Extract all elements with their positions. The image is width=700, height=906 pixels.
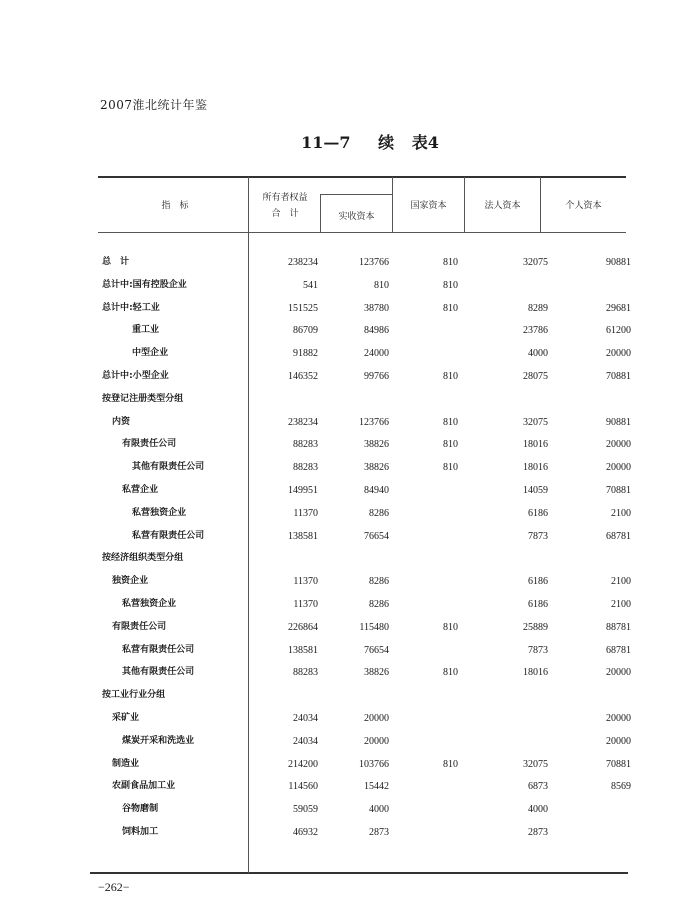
cell-value: 38826 — [364, 462, 389, 474]
table-row — [0, 299, 700, 319]
table-row — [0, 686, 700, 706]
cell-value: 810 — [443, 439, 458, 451]
cell-value: 11370 — [293, 599, 318, 610]
cell-value: 29681 — [606, 302, 631, 314]
row-label: 重工业 — [132, 324, 160, 336]
cell-value: 76654 — [364, 644, 389, 656]
cell-value: 61200 — [606, 325, 631, 337]
cell-value: 810 — [443, 667, 458, 679]
row-label: 采矿业 — [112, 712, 140, 723]
cell-value: 810 — [443, 371, 458, 382]
cell-value: 151525 — [288, 302, 318, 314]
cell-value: 25889 — [523, 621, 548, 633]
cell-value: 7873 — [528, 530, 548, 542]
row-label: 总计中:小型企业 — [102, 370, 169, 381]
table-row — [0, 800, 700, 820]
cell-value: 84986 — [364, 325, 389, 337]
table-row — [0, 276, 700, 296]
cell-value: 115480 — [359, 621, 389, 633]
table-row — [0, 435, 700, 455]
cell-value: 70881 — [606, 485, 631, 496]
cell-value: 138581 — [288, 644, 318, 656]
cell-value: 138581 — [288, 530, 318, 542]
header-bottom-rule — [98, 232, 626, 233]
row-label: 按登记注册类型分组 — [102, 392, 184, 404]
cell-value: 32075 — [523, 257, 548, 268]
cell-value: 32075 — [523, 758, 548, 770]
cell-value: 90881 — [606, 416, 631, 428]
row-label: 其他有限责任公司 — [132, 461, 205, 472]
cell-value: 6186 — [528, 507, 548, 519]
row-label: 总 计 — [102, 256, 130, 267]
row-label: 中型企业 — [132, 347, 169, 358]
cell-value: 88781 — [606, 621, 631, 633]
table-row — [0, 755, 700, 775]
cell-value: 76654 — [364, 530, 389, 542]
cell-value: 149951 — [288, 485, 318, 496]
cell-value: 88283 — [293, 667, 318, 679]
cell-value: 214200 — [288, 758, 318, 770]
cell-value: 28075 — [523, 371, 548, 382]
table-row — [0, 618, 700, 638]
cell-value: 6873 — [528, 781, 548, 793]
table-row — [0, 504, 700, 524]
cell-value: 24034 — [293, 735, 318, 747]
table-row — [0, 390, 700, 410]
row-label: 私营独资企业 — [122, 598, 177, 609]
table-row — [0, 709, 700, 729]
table-row — [0, 823, 700, 843]
row-label: 私营独资企业 — [132, 506, 187, 518]
cell-value: 123766 — [359, 416, 389, 428]
cell-value: 7873 — [528, 644, 548, 656]
row-label: 独资企业 — [112, 575, 149, 586]
cell-value: 18016 — [523, 462, 548, 474]
header-legal-person-capital: 法人资本 — [484, 201, 521, 211]
cell-value: 810 — [443, 279, 458, 291]
cell-value: 70881 — [606, 371, 631, 382]
cell-value: 2873 — [369, 827, 389, 838]
cell-value: 8286 — [369, 599, 389, 610]
table-label: 表4 — [411, 133, 439, 152]
cell-value: 810 — [443, 462, 458, 474]
row-label: 有限责任公司 — [112, 620, 167, 632]
table-row — [0, 572, 700, 592]
table-row — [0, 663, 700, 683]
cell-value: 90881 — [606, 257, 631, 268]
table-number: 11—7 — [301, 133, 351, 152]
cell-value: 8569 — [611, 781, 631, 793]
table-top-rule — [98, 176, 626, 178]
table-row — [0, 641, 700, 661]
cell-value: 14059 — [523, 485, 548, 496]
cell-value: 88283 — [293, 439, 318, 451]
cell-value: 8286 — [369, 576, 389, 588]
header-equity-total-line2: 合 计 — [271, 209, 299, 219]
row-label: 按工业行业分组 — [102, 689, 166, 700]
subheader-rule — [320, 194, 392, 195]
cell-value: 810 — [443, 758, 458, 770]
table-row — [0, 413, 700, 433]
table-continued: 续 — [378, 133, 395, 152]
table-row — [0, 458, 700, 478]
cell-value: 24000 — [364, 348, 389, 360]
cell-value: 4000 — [528, 348, 548, 360]
header-equity-total-line1: 所有者权益 — [262, 193, 308, 203]
cell-value: 238234 — [288, 257, 318, 268]
cell-value: 99766 — [364, 371, 389, 382]
cell-value: 59059 — [293, 804, 318, 816]
page-number: −262− — [98, 880, 130, 894]
cell-value: 114560 — [288, 781, 318, 793]
table-row — [0, 253, 700, 273]
cell-value: 20000 — [606, 667, 631, 679]
cell-value: 20000 — [364, 735, 389, 747]
cell-value: 70881 — [606, 758, 631, 770]
table-row — [0, 321, 700, 341]
cell-value: 46932 — [293, 827, 318, 838]
cell-value: 68781 — [606, 644, 631, 656]
table-row — [0, 549, 700, 569]
cell-value: 6186 — [528, 599, 548, 610]
row-label: 饲料加工 — [122, 826, 159, 837]
cell-value: 20000 — [606, 439, 631, 451]
cell-value: 11370 — [293, 576, 318, 588]
header-state-capital: 国家资本 — [410, 201, 447, 211]
row-label: 总计中:国有控股企业 — [102, 278, 187, 290]
cell-value: 810 — [443, 416, 458, 428]
row-label: 私营企业 — [122, 484, 159, 495]
cell-value: 18016 — [523, 667, 548, 679]
cell-value: 88283 — [293, 462, 318, 474]
cell-value: 68781 — [606, 530, 631, 542]
table-bottom-rule — [90, 872, 628, 874]
cell-value: 32075 — [523, 416, 548, 428]
table-row — [0, 527, 700, 547]
cell-value: 6186 — [528, 576, 548, 588]
cell-value: 810 — [443, 302, 458, 314]
row-label: 私营有限责任公司 — [122, 643, 195, 655]
table-row — [0, 344, 700, 364]
table-row — [0, 595, 700, 615]
row-label: 总计中:轻工业 — [102, 301, 160, 313]
cell-value: 2100 — [611, 576, 631, 588]
table-row — [0, 777, 700, 797]
cell-value: 8289 — [528, 302, 548, 314]
cell-value: 4000 — [369, 804, 389, 816]
header-paid-in-capital: 实收资本 — [338, 212, 375, 222]
row-label: 煤炭开采和洗选业 — [122, 734, 195, 746]
row-label: 私营有限责任公司 — [132, 529, 205, 541]
row-label: 按经济组织类型分组 — [102, 552, 184, 564]
cell-value: 11370 — [293, 507, 318, 519]
cell-value: 810 — [443, 257, 458, 268]
cell-value: 20000 — [606, 462, 631, 474]
cell-value: 38826 — [364, 667, 389, 679]
table-row — [0, 367, 700, 387]
cell-value: 20000 — [606, 348, 631, 360]
cell-value: 226864 — [288, 621, 318, 633]
header-indicator: 指 标 — [161, 201, 189, 211]
cell-value: 38780 — [364, 302, 389, 314]
row-label: 农副食品加工业 — [112, 780, 176, 792]
cell-value: 810 — [374, 279, 389, 291]
cell-value: 20000 — [364, 713, 389, 724]
cell-value: 91882 — [293, 348, 318, 360]
cell-value: 103766 — [359, 758, 389, 770]
cell-value: 23786 — [523, 325, 548, 337]
row-label: 内资 — [112, 415, 131, 427]
cell-value: 2873 — [528, 827, 548, 838]
row-label: 有限责任公司 — [122, 438, 177, 450]
cell-value: 541 — [303, 279, 318, 291]
row-label: 制造业 — [112, 757, 140, 769]
running-head: 2007淮北统计年鉴 — [100, 98, 208, 112]
cell-value: 84940 — [364, 485, 389, 496]
table-row — [0, 481, 700, 501]
cell-value: 146352 — [288, 371, 318, 382]
cell-value: 24034 — [293, 713, 318, 724]
cell-value: 20000 — [606, 735, 631, 747]
cell-value: 18016 — [523, 439, 548, 451]
cell-value: 8286 — [369, 507, 389, 519]
row-label: 其他有限责任公司 — [122, 666, 195, 678]
cell-value: 38826 — [364, 439, 389, 451]
cell-value: 15442 — [364, 781, 389, 793]
table-title — [0, 130, 700, 153]
cell-value: 238234 — [288, 416, 318, 428]
cell-value: 86709 — [293, 325, 318, 337]
cell-value: 123766 — [359, 257, 389, 268]
cell-value: 810 — [443, 621, 458, 633]
row-label: 谷物磨制 — [122, 803, 159, 814]
cell-value: 20000 — [606, 713, 631, 724]
cell-value: 4000 — [528, 804, 548, 816]
cell-value: 2100 — [611, 507, 631, 519]
cell-value: 2100 — [611, 599, 631, 610]
table-row — [0, 732, 700, 752]
header-individual-capital: 个人资本 — [565, 201, 602, 211]
